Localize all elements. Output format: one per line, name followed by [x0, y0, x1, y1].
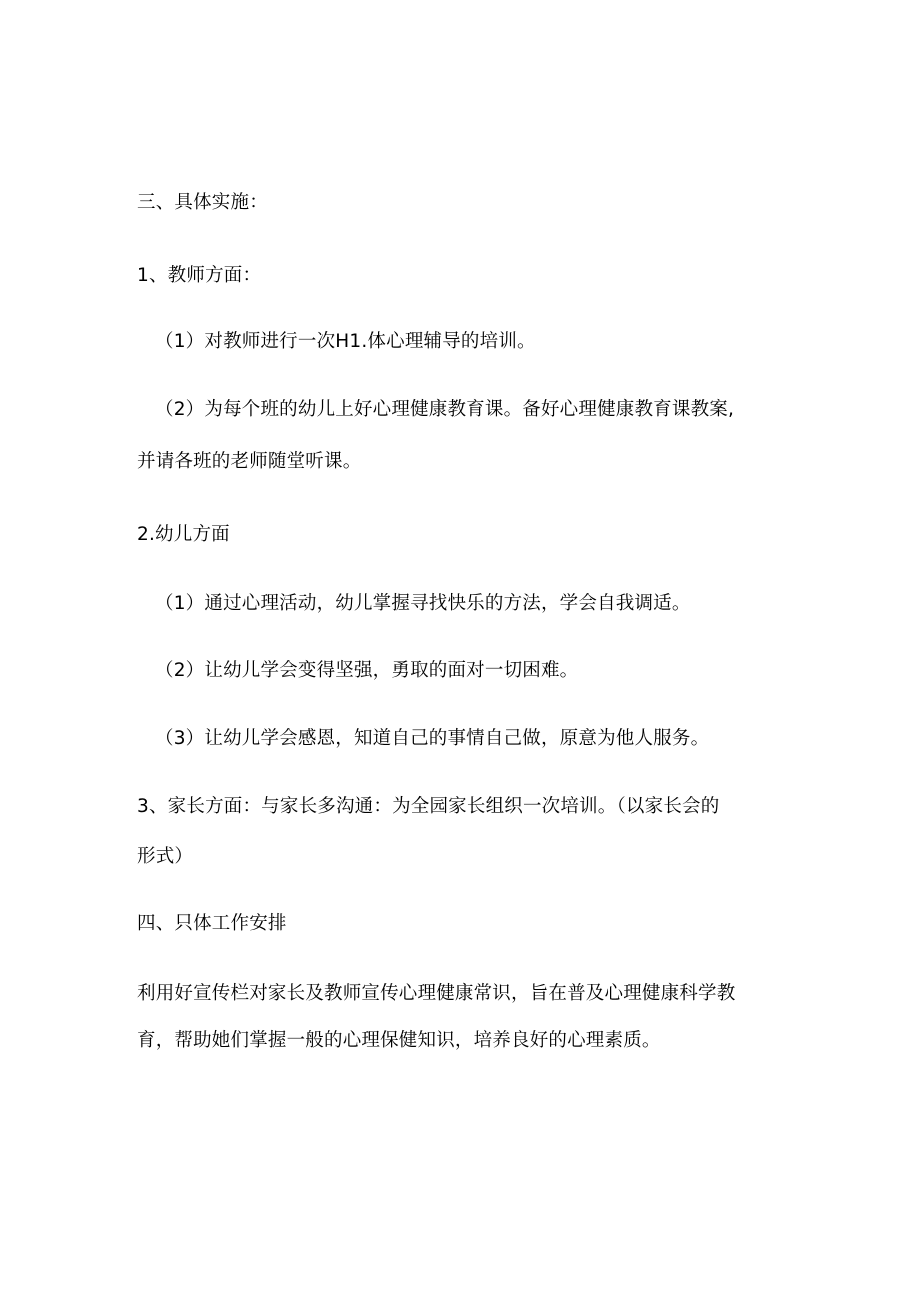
teacher-item-1: （1）对教师进行一次H1.体心理辅导的培训。 [155, 331, 536, 352]
section-4-heading: 四、只体工作安排 [137, 913, 287, 934]
arrangement-paragraph-line-2: 育，帮助她们掌握一般的心理保健知识，培养良好的心理素质。 [137, 1030, 661, 1051]
parents-paragraph-line-1: 3、家长方面：与家长多沟通：为全园家长组织一次培训。（以家长会的 [137, 796, 720, 817]
teacher-heading: 1、教师方面： [137, 265, 262, 286]
children-item-2: （2）让幼儿学会变得坚强，勇取的面对一切困难。 [155, 660, 579, 681]
children-heading: 2.幼儿方面 [137, 524, 230, 545]
section-3-heading: 三、具体实施： [137, 192, 268, 213]
children-item-1: （1）通过心理活动，幼儿掌握寻找快乐的方法，学会自我调适。 [155, 593, 691, 614]
children-item-3: （3）让幼儿学会感恩，知道自己的事情自己做，原意为他人服务。 [155, 728, 710, 749]
parents-paragraph-line-2: 形式） [137, 846, 194, 867]
arrangement-paragraph-line-1: 利用好宣传栏对家长及教师宣传心理健康常识，旨在普及心理健康科学教 [137, 983, 736, 1004]
teacher-item-2-line-2: 并请各班的老师随堂听课。 [137, 451, 362, 472]
teacher-item-2-line-1: （2）为每个班的幼儿上好心理健康教育课。备好心理健康教育课教案, [155, 399, 735, 420]
